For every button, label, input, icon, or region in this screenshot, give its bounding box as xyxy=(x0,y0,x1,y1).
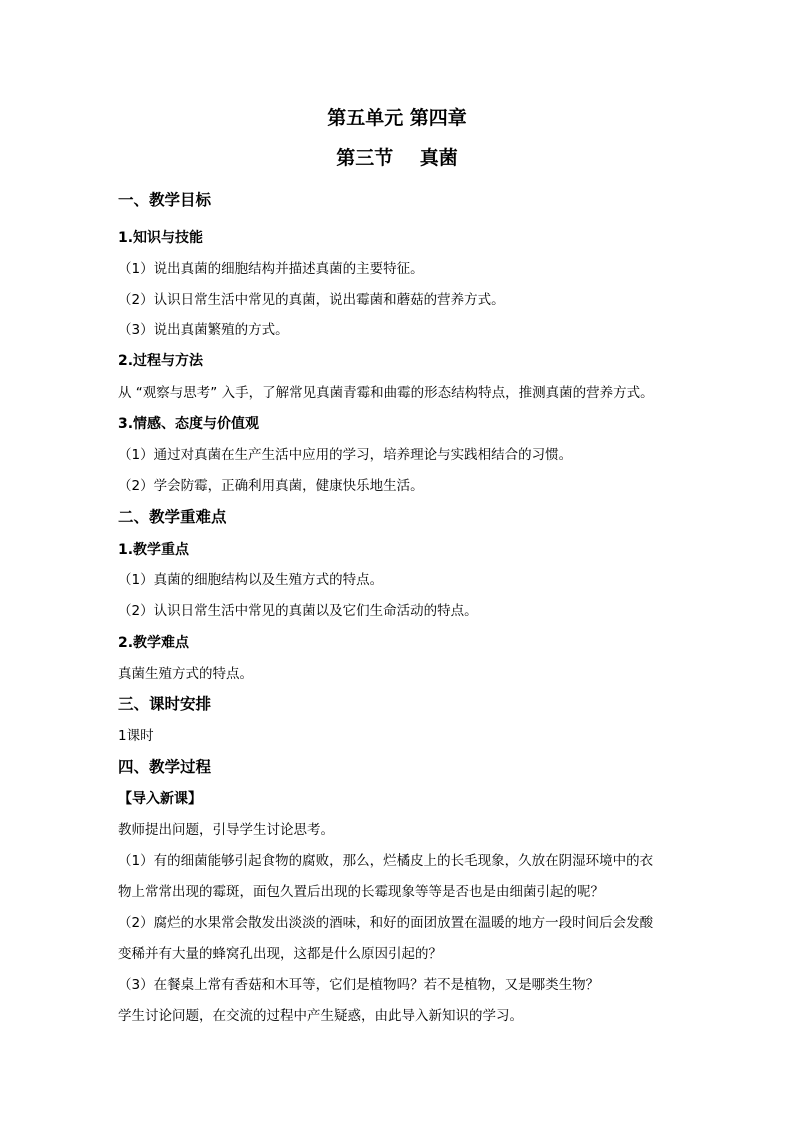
paragraph: 从 “观察与思考” 入手，了解常见真菌青霉和曲霉的形态结构特点，推测真菌的营养方式。 xyxy=(118,385,654,401)
paragraph: （1）真菌的细胞结构以及生殖方式的特点。 xyxy=(118,572,384,588)
paragraph: （2）腐烂的水果常会散发出淡淡的酒味，和好的面团放置在温暖的地方一段时间后会发酸 xyxy=(118,915,654,931)
heading-teaching-goals: 一、教学目标 xyxy=(118,191,212,209)
subheading-teaching-difficulty: 2.教学难点 xyxy=(118,635,190,651)
heading-key-difficult-points: 二、教学重难点 xyxy=(118,508,227,526)
paragraph: 变稀并有大量的蜂窝孔出现，这都是什么原因引起的？ xyxy=(118,946,442,962)
paragraph: 1课时 xyxy=(118,728,154,744)
paragraph: （3）说出真菌繁殖的方式。 xyxy=(118,322,289,338)
paragraph: （2）学会防霉，正确利用真菌，健康快乐地生活。 xyxy=(118,478,424,494)
paragraph: 真菌生殖方式的特点。 xyxy=(118,666,253,682)
paragraph: （1）说出真菌的细胞结构并描述真菌的主要特征。 xyxy=(118,261,424,277)
paragraph: （2）认识日常生活中常见的真菌以及它们生命活动的特点。 xyxy=(118,603,478,619)
subheading-attitudes-values: 3.情感、态度与价值观 xyxy=(118,416,260,432)
subheading-teaching-focus: 1.教学重点 xyxy=(118,542,190,558)
heading-teaching-process: 四、教学过程 xyxy=(118,758,212,776)
subheading-knowledge-skills: 1.知识与技能 xyxy=(118,230,204,246)
subheading-process-method: 2.过程与方法 xyxy=(118,353,204,369)
chapter-title: 第五单元 第四章 xyxy=(327,107,467,129)
section-title: 第三节 真菌 xyxy=(336,147,458,169)
paragraph: （2）认识日常生活中常见的真菌，说出霉菌和蘑菇的营养方式。 xyxy=(118,292,505,308)
paragraph: （1）有的细菌能够引起食物的腐败，那么，烂橘皮上的长毛现象，久放在阴湿环境中的衣 xyxy=(118,853,654,869)
paragraph: （1）通过对真菌在生产生活中应用的学习，培养理论与实践相结合的习惯。 xyxy=(118,447,573,463)
paragraph: 学生讨论问题，在交流的过程中产生疑惑，由此导入新知识的学习。 xyxy=(118,1008,523,1024)
subheading-introduction: 【导入新课】 xyxy=(118,791,202,807)
paragraph: 教师提出问题，引导学生讨论思考。 xyxy=(118,822,334,838)
paragraph: 物上常常出现的霉斑，面包久置后出现的长霉现象等等是否也是由细菌引起的呢？ xyxy=(118,884,604,900)
paragraph: （3）在餐桌上常有香菇和木耳等，它们是植物吗？若不是植物，又是哪类生物？ xyxy=(118,977,600,993)
heading-class-schedule: 三、课时安排 xyxy=(118,695,212,713)
